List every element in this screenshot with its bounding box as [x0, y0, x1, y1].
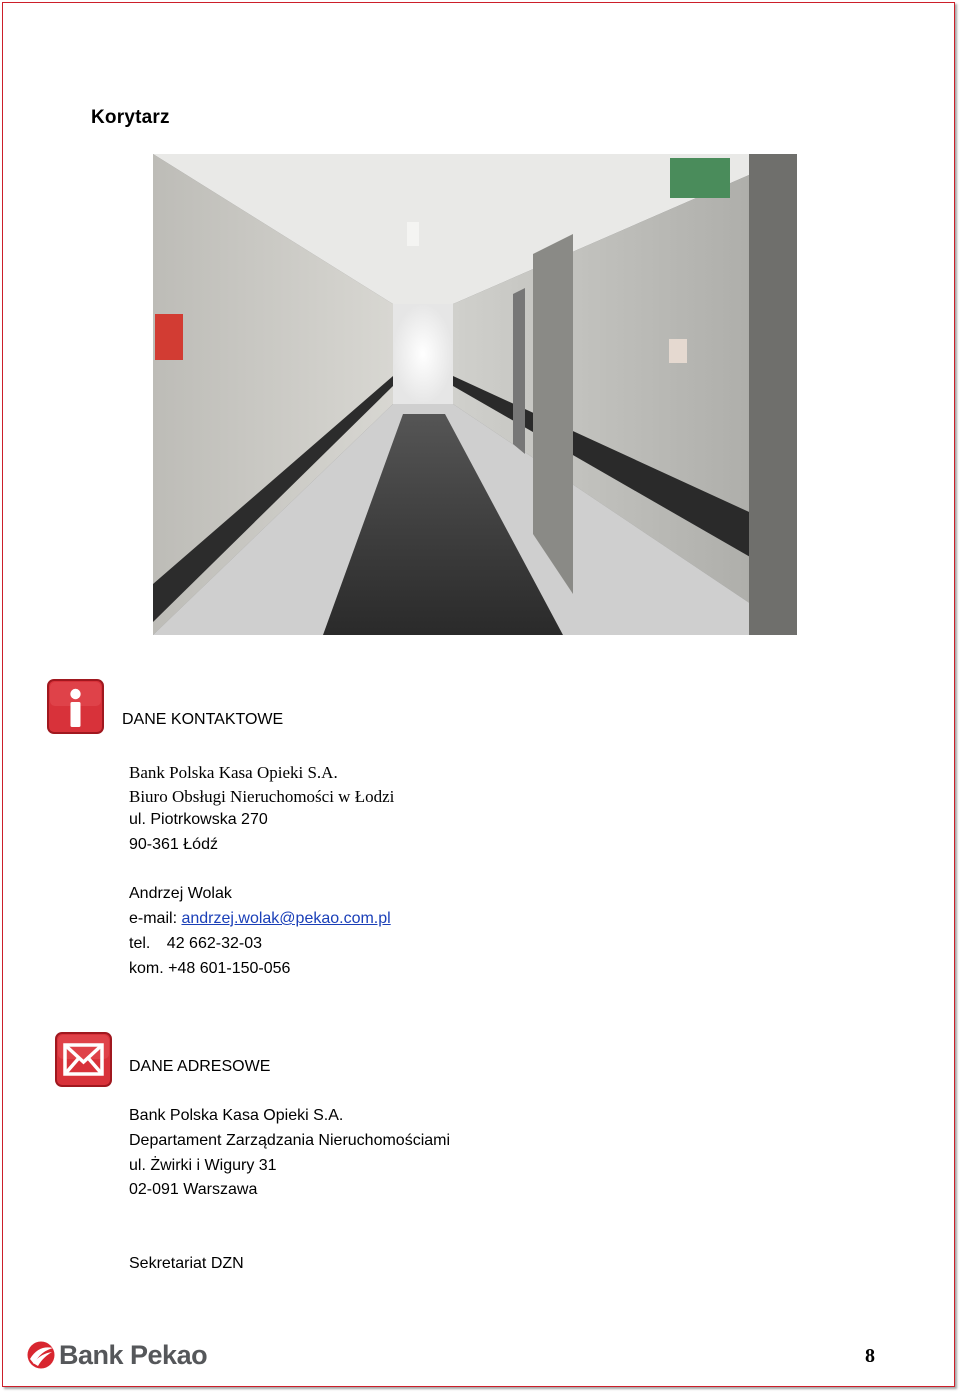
page-title: Korytarz: [91, 107, 170, 128]
contact-city: 90-361 Łódź: [129, 836, 218, 853]
email-link[interactable]: andrzej.wolak@pekao.com.pl: [181, 910, 391, 927]
page-number: 8: [865, 1345, 875, 1367]
envelope-icon: [55, 1032, 112, 1087]
contact-street: ul. Piotrkowska 270: [129, 811, 268, 828]
contact-tel-row: [129, 935, 262, 953]
address-city: 02-091 Warszawa: [129, 1181, 258, 1198]
bank-pekao-logo: [26, 1338, 207, 1372]
address-department: Departament Zarządzania Nieruchomościami: [129, 1132, 451, 1149]
address-company: Bank Polska Kasa Opieki S.A.: [129, 1107, 344, 1124]
contact-heading: DANE KONTAKTOWE: [122, 711, 284, 728]
pekao-logo-icon: [26, 1340, 56, 1370]
contact-person: Andrzej Wolak: [129, 885, 232, 902]
logo-text: Bank Pekao: [59, 1339, 208, 1370]
tel-number: 42 662-32-03: [166, 935, 262, 952]
address-recipient: Sekretariat DZN: [129, 1255, 244, 1272]
corridor-photo: [153, 154, 797, 635]
info-icon: [47, 679, 104, 734]
contact-email-row: [129, 910, 391, 928]
contact-office: Biuro Obsługi Nieruchomości w Łodzi: [129, 787, 395, 806]
contact-company: Bank Polska Kasa Opieki S.A.: [129, 763, 338, 782]
address-street: ul. Żwirki i Wigury 31: [129, 1157, 277, 1174]
tel-label: tel.: [129, 935, 151, 952]
email-label: e-mail:: [129, 910, 178, 927]
contact-mobile: kom. +48 601-150-056: [129, 960, 291, 977]
address-heading: DANE ADRESOWE: [129, 1058, 271, 1075]
